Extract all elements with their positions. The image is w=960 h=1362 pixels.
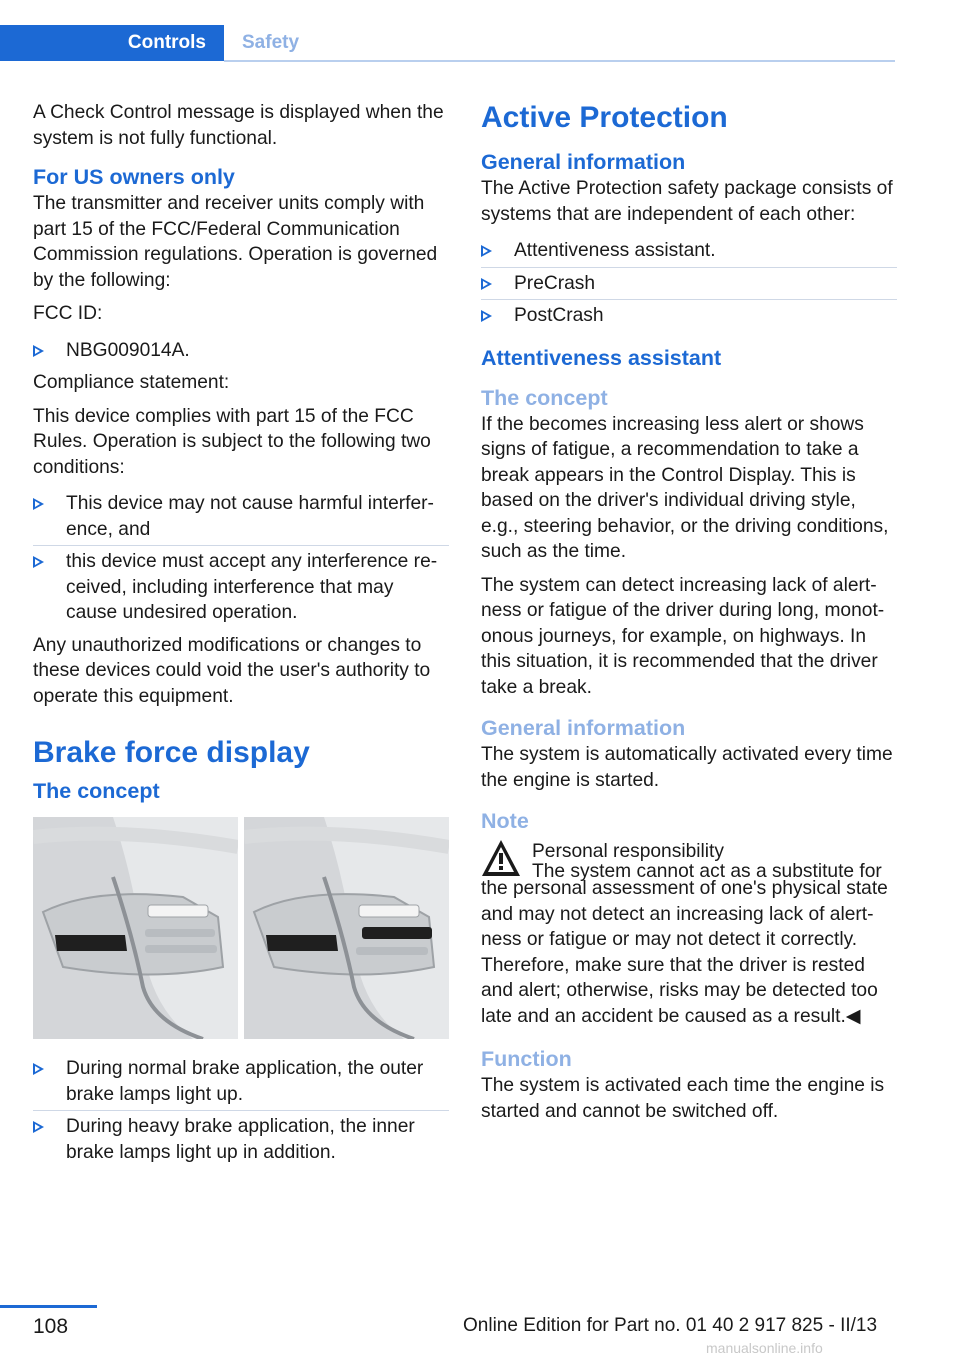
note-heading: Note	[481, 809, 529, 833]
brake-force-heading: Brake force display	[33, 736, 310, 769]
tab-safety[interactable]: Safety	[242, 32, 300, 53]
footer-rule	[0, 1305, 97, 1308]
attentiveness-heading: Attentiveness assistant	[481, 345, 722, 370]
us-owners-paragraph: The transmitter and receiver units comply with part 15 of the FCC/Federal Communication Commission regulations. Operation is governed by the following:	[33, 193, 438, 291]
header-rule	[224, 60, 895, 62]
attentiveness-concept-heading: The concept	[481, 385, 608, 410]
warning-triangle-icon	[481, 839, 521, 877]
watermark: manualsonline.info	[706, 1340, 823, 1356]
active-protection-heading: Active Protection	[481, 101, 728, 134]
general-info-heading: General information	[481, 150, 686, 174]
fcc-id-label: FCC ID:	[33, 303, 103, 324]
triangle-bullet-icon	[481, 278, 492, 290]
triangle-bullet-icon	[33, 345, 44, 357]
note-title: Personal responsibility	[532, 841, 724, 862]
list-item: this device must accept any interference received, including interference that may cause undesired operation.	[33, 546, 449, 629]
general-info-paragraph: The Active Protection safety package consists of systems that are independent of each other:	[481, 178, 893, 225]
function-paragraph: The system is activated each time the engine is started and cannot be switched off.	[481, 1075, 885, 1122]
check-control-paragraph: A Check Control message is displayed when the system is not fully functional.	[33, 102, 444, 149]
concept-paragraph-1: If the becomes increasing less alert or shows signs of fatigue, a recommendation to take a break appears in the Control Display. This is based on the driver's individual driving style, e.g., steering behavior, or the driving conditions, such as the time.	[481, 413, 889, 562]
section-tabs	[0, 25, 895, 62]
triangle-bullet-icon	[481, 245, 492, 257]
list-item: During normal brake application, the outer brake lamps light up.	[33, 1053, 449, 1111]
general-info-2-paragraph: The system is automatically activated every time the engine is started.	[481, 744, 893, 791]
triangle-bullet-icon	[33, 556, 44, 568]
list-item: PreCrash	[481, 268, 897, 301]
brake-lamp-images	[33, 817, 449, 1039]
triangle-bullet-icon	[33, 1063, 44, 1075]
note-body: the personal assessment of one's physical state and may not detect an increasing lack of alertness or fatigue or may not detect it correctly. Therefore, make sure that the driver is rested and alert; otherwise, risks may be detected too late and an accident be caused as a result.◀	[481, 878, 888, 1027]
list-item: PostCrash	[481, 300, 897, 332]
device-paragraph: This device complies with part 15 of the FCC Rules. Operation is subject to the following two conditions:	[33, 405, 431, 478]
brake-lamp-heavy-image	[244, 817, 449, 1039]
systems-list	[481, 235, 897, 332]
fcc-id-list	[33, 335, 449, 367]
brake-concept-heading: The concept	[33, 779, 160, 803]
note-first-line: The system cannot act as a substitute for	[532, 860, 882, 882]
compliance-label: Compliance statement:	[33, 372, 230, 393]
edition-text: Online Edition for Part no. 01 40 2 917 825 - II/13	[463, 1315, 878, 1336]
right-column	[481, 100, 897, 1132]
list-item: NBG009014A.	[33, 335, 449, 367]
us-owners-heading: For US owners only	[33, 165, 235, 189]
brake-lamp-normal-image	[33, 817, 238, 1039]
triangle-bullet-icon	[33, 498, 44, 510]
tab-controls[interactable]: Controls	[0, 25, 224, 61]
conditions-list	[33, 488, 449, 629]
general-info-2-heading: General information	[481, 716, 686, 740]
warning-note	[481, 835, 897, 1029]
triangle-bullet-icon	[481, 310, 492, 322]
triangle-bullet-icon	[33, 1121, 44, 1133]
list-item: Attentiveness assistant.	[481, 235, 897, 268]
left-column	[33, 100, 449, 1172]
function-heading: Function	[481, 1047, 572, 1071]
list-item: During heavy brake application, the inner brake lamps light up in addition.	[33, 1111, 449, 1168]
concept-paragraph-2: The system can detect increasing lack of alertness or fatigue of the driver during long, monotonous journeys, for example, on highways. In this situation, it is recommended that the driver take a break.	[481, 574, 885, 698]
unauthorized-paragraph: Any unauthorized modifications or changes to these devices could void the user's authority to operate this equipment.	[33, 634, 431, 707]
list-item: This device may not cause harmful interference, and	[33, 488, 449, 546]
brake-list	[33, 1053, 449, 1168]
page-number: 108	[33, 1315, 69, 1338]
